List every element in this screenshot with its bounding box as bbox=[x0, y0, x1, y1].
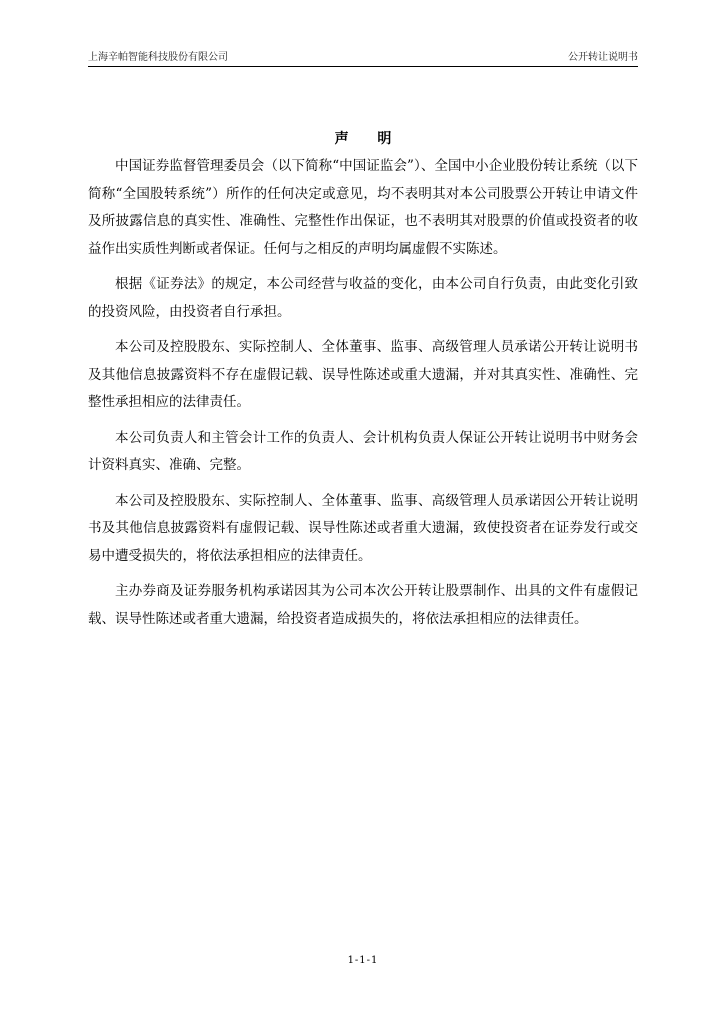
section-title: 声 明 bbox=[334, 131, 404, 147]
header-document-type: 公开转让说明书 bbox=[568, 52, 638, 63]
page-header bbox=[88, 50, 638, 66]
paragraph-4: 本公司负责人和主管会计工作的负责人、会计机构负责人保证公开转让说明书中财务会计资料真实、准确、完整。 bbox=[88, 429, 638, 473]
declaration-body bbox=[88, 153, 638, 641]
page-number: 1-1-1 bbox=[347, 955, 379, 966]
header-company-name: 上海辛帕智能科技股份有限公司 bbox=[88, 52, 228, 63]
paragraph-1: 中国证券监督管理委员会（以下简称“中国证监会”）、全国中小企业股份转让系统（以下简称“全国股转系统”）所作的任何决定或意见，均不表明其对本公司股票公开转让申请文件及所披露信息的真实性、准确性、完整性作出保证，也不表明其对股票的价值或投资者的收益作出实质性判断或者保证。任何与之相反的声明均属虚假不实陈述。 bbox=[88, 158, 638, 257]
header-divider bbox=[88, 66, 638, 67]
paragraph-2: 根据《证券法》的规定，本公司经营与收益的变化，由本公司自行负责，由此变化引致的投资风险，由投资者自行承担。 bbox=[88, 276, 638, 320]
paragraph-5: 本公司及控股股东、实际控制人、全体董事、监事、高级管理人员承诺因公开转让说明书及其他信息披露资料有虚假记载、误导性陈述或者重大遗漏，致使投资者在证券发行或交易中遭受损失的，将依法承担相应的法律责任。 bbox=[88, 492, 638, 564]
paragraph-6: 主办券商及证券服务机构承诺因其为公司本次公开转让股票制作、出具的文件有虚假记载、误导性陈述或者重大遗漏，给投资者造成损失的，将依法承担相应的法律责任。 bbox=[88, 583, 638, 627]
paragraph-3: 本公司及控股股东、实际控制人、全体董事、监事、高级管理人员承诺公开转让说明书及其他信息披露资料不存在虚假记载、误导性陈述或重大遗漏，并对其真实性、准确性、完整性承担相应的法律责任。 bbox=[88, 339, 638, 410]
